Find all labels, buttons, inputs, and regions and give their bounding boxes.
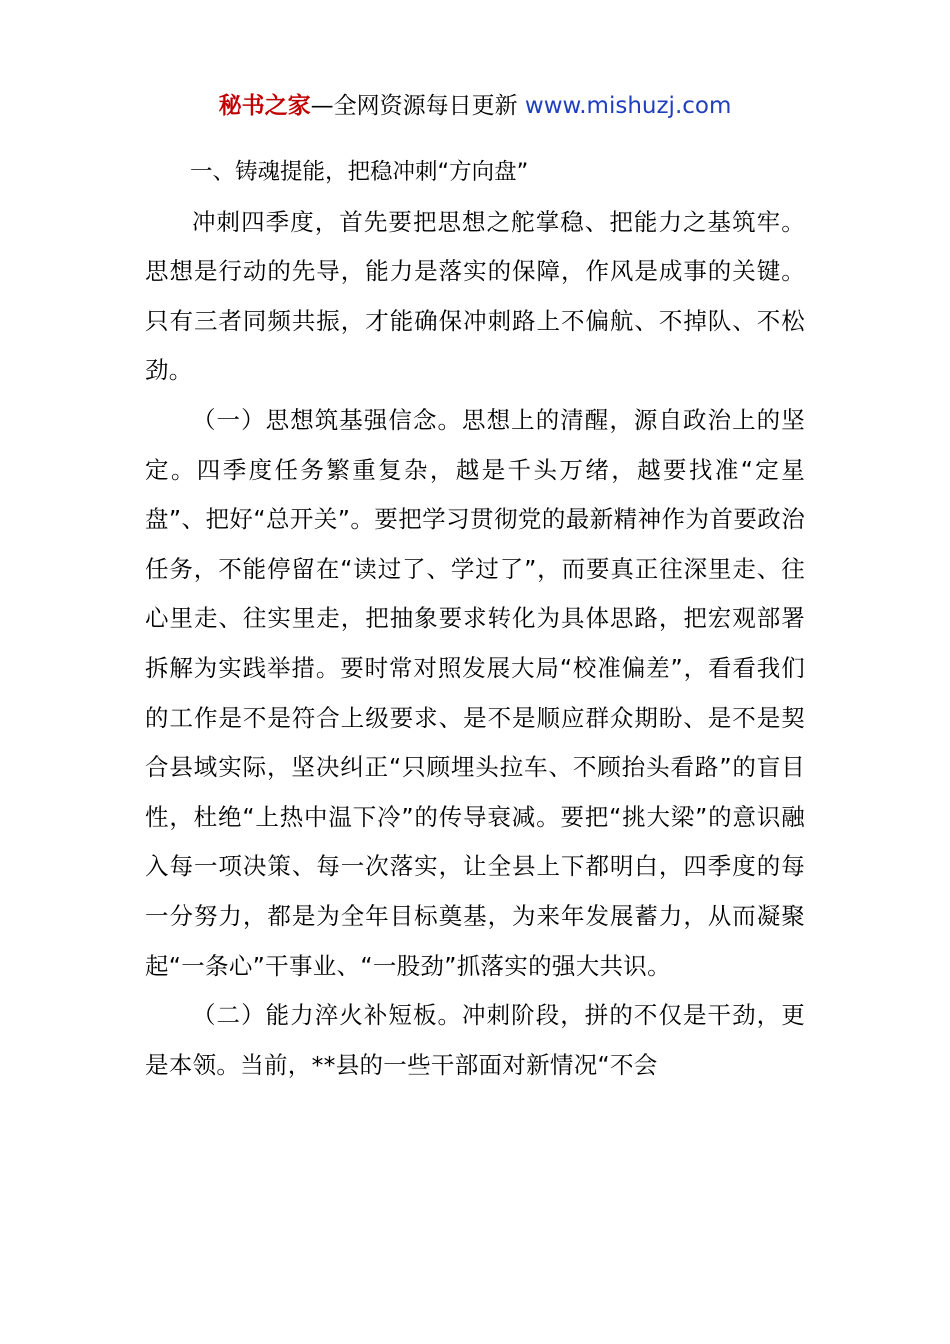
- paragraph-ability: （二）能力淬火补短板。冲刺阶段，拼的不仅是干劲，更是本领。当前，**县的一些干部面对新情况“不会: [145, 1001, 805, 1079]
- site-slogan: —全网资源每日更新: [310, 93, 525, 119]
- document-body: [145, 148, 805, 1090]
- paragraph-intro: 冲刺四季度，首先要把思想之舵掌稳、把能力之基筑牢。思想是行动的先导，能力是落实的保障，作风是成事的关键。只有三者同频共振，才能确保冲刺路上不偏航、不掉队、不松劲。: [145, 207, 805, 385]
- site-header: [0, 90, 950, 122]
- site-url-link[interactable]: www.mishuzj.com: [524, 93, 732, 119]
- section-heading: 一、铸魂提能，把稳冲刺“方向盘”: [190, 159, 529, 185]
- paragraph-thought: （一）思想筑基强信念。思想上的清醒，源自政治上的坚定。四季度任务繁重复杂，越是千头万绪，越要找准“定星盘”、把好“总开关”。要把学习贯彻党的最新精神作为首要政治任务，不能停留在“读过了、学过了”，而要真正往深里走、往心里走、往实里走，把抽象要求转化为具体思路，把宏观部署拆解为实践举措。要时常对照发展大局“校准偏差”，看看我们的工作是不是符合上级要求、是不是顺应群众期盼、是不是契合县域实际，坚决纠正“只顾埋头拉车、不顾抬头看路”的盲目性，杜绝“上热中温下冷”的传导衰减。要把“挑大梁”的意识融入每一项决策、每一次落实，让全县上下都明白，四季度的每一分努力，都是为全年目标奠基，为来年发展蓄力，从而凝聚起“一条心”干事业、“一股劲”抓落实的强大共识。: [145, 405, 805, 980]
- site-brand: 秘书之家: [218, 93, 311, 119]
